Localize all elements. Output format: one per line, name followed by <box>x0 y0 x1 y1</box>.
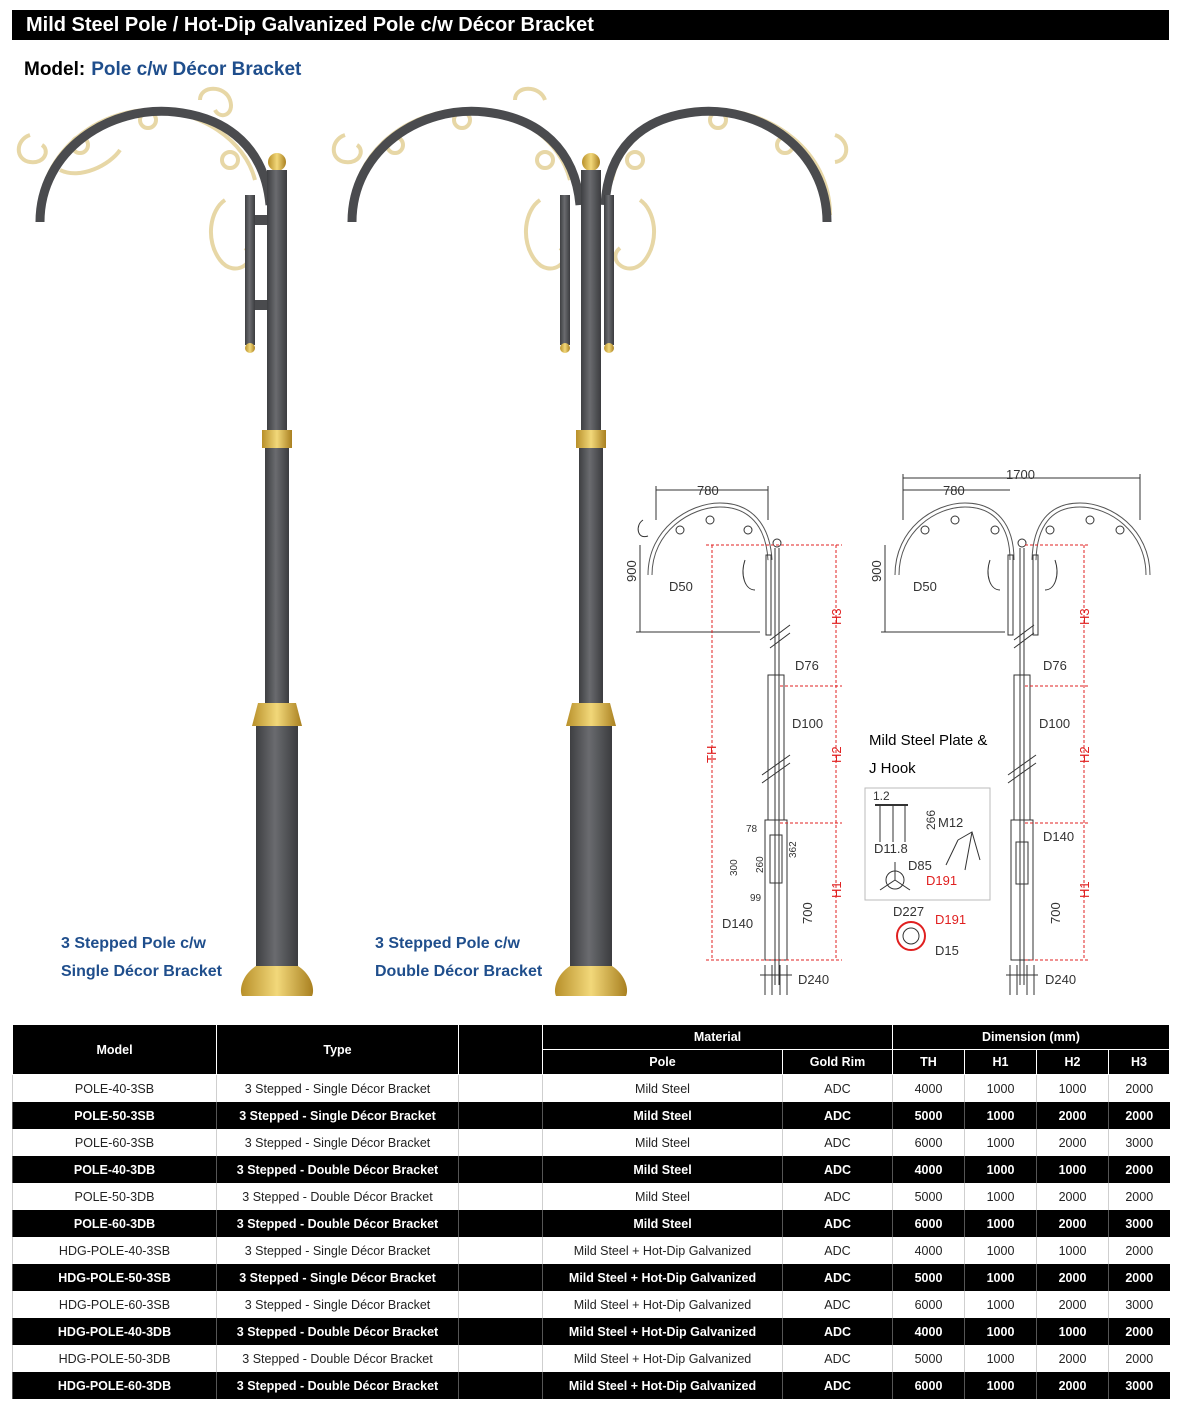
cell-th: 4000 <box>893 1237 965 1264</box>
cell-h1: 1000 <box>965 1183 1037 1210</box>
col-header-th: TH <box>893 1050 965 1075</box>
cell-h1: 1000 <box>965 1129 1037 1156</box>
cell-pole: Mild Steel + Hot-Dip Galvanized <box>543 1237 783 1264</box>
cell-h2: 1000 <box>1037 1075 1109 1103</box>
plate-d266-label: 266 <box>924 809 938 830</box>
col-header-type: Type <box>217 1025 459 1075</box>
cell-h3: 3000 <box>1109 1291 1170 1318</box>
cell-th: 6000 <box>893 1210 965 1237</box>
double-d76-label: D76 <box>1043 658 1067 673</box>
cell-h3: 3000 <box>1109 1129 1170 1156</box>
cell-model: POLE-50-3SB <box>13 1102 217 1129</box>
spec-table <box>12 1024 1170 1399</box>
cell-h1: 1000 <box>965 1075 1037 1103</box>
caption-double-line2: Double Décor Bracket <box>375 963 543 980</box>
col-header-model: Model <box>13 1025 217 1075</box>
single-drawing <box>636 486 792 995</box>
cell-rim: ADC <box>783 1291 893 1318</box>
cell-model: POLE-40-3DB <box>13 1156 217 1183</box>
cell-pole: Mild Steel + Hot-Dip Galvanized <box>543 1318 783 1345</box>
single-dim260: 260 <box>755 856 766 873</box>
table-row <box>13 1372 1170 1399</box>
col-header-h2: H2 <box>1037 1050 1109 1075</box>
cell-th: 4000 <box>893 1156 965 1183</box>
cell-model: HDG-POLE-60-3DB <box>13 1372 217 1399</box>
cell-h1: 1000 <box>965 1372 1037 1399</box>
double-d50-label: D50 <box>913 579 937 594</box>
cell-pole: Mild Steel + Hot-Dip Galvanized <box>543 1345 783 1372</box>
cell-h1: 1000 <box>965 1237 1037 1264</box>
table-row <box>13 1210 1170 1237</box>
col-header-spacer <box>459 1025 543 1075</box>
cell-h2: 2000 <box>1037 1210 1109 1237</box>
cell-th: 5000 <box>893 1345 965 1372</box>
cell-type: 3 Stepped - Single Décor Bracket <box>217 1075 459 1103</box>
product-illustration <box>0 80 640 1010</box>
plate-title-line1: Mild Steel Plate & <box>869 732 988 749</box>
cell-pole: Mild Steel + Hot-Dip Galvanized <box>543 1291 783 1318</box>
cell-rim: ADC <box>783 1156 893 1183</box>
cell-h3: 2000 <box>1109 1102 1170 1129</box>
cell-spacer <box>459 1156 543 1183</box>
double-dim700: 700 <box>1048 902 1063 924</box>
cell-rim: ADC <box>783 1345 893 1372</box>
cell-type: 3 Stepped - Double Décor Bracket <box>217 1318 459 1345</box>
single-th-label: TH <box>704 745 719 763</box>
cell-type: 3 Stepped - Single Décor Bracket <box>217 1264 459 1291</box>
cell-model: HDG-POLE-50-3SB <box>13 1264 217 1291</box>
cell-h1: 1000 <box>965 1345 1037 1372</box>
cell-th: 5000 <box>893 1264 965 1291</box>
cell-spacer <box>459 1237 543 1264</box>
table-row <box>13 1075 1170 1103</box>
cell-spacer <box>459 1129 543 1156</box>
cell-th: 5000 <box>893 1102 965 1129</box>
col-header-h1: H1 <box>965 1050 1037 1075</box>
cell-rim: ADC <box>783 1183 893 1210</box>
plate-m12-label: M12 <box>938 815 964 830</box>
cell-h2: 1000 <box>1037 1237 1109 1264</box>
single-dim300: 300 <box>729 859 740 876</box>
cell-h3: 2000 <box>1109 1156 1170 1183</box>
cell-pole: Mild Steel <box>543 1210 783 1237</box>
cell-spacer <box>459 1291 543 1318</box>
cell-spacer <box>459 1264 543 1291</box>
plate-d85-label: D85 <box>908 858 932 873</box>
cell-spacer <box>459 1075 543 1103</box>
cell-rim: ADC <box>783 1264 893 1291</box>
cell-rim: ADC <box>783 1075 893 1103</box>
cell-th: 4000 <box>893 1318 965 1345</box>
table-row <box>13 1129 1170 1156</box>
cell-pole: Mild Steel + Hot-Dip Galvanized <box>543 1372 783 1399</box>
table-row <box>13 1102 1170 1129</box>
cell-pole: Mild Steel + Hot-Dip Galvanized <box>543 1264 783 1291</box>
cell-h2: 2000 <box>1037 1102 1109 1129</box>
cell-h3: 2000 <box>1109 1345 1170 1372</box>
double-d140-label: D140 <box>1043 829 1075 844</box>
col-header-material: Material <box>543 1025 893 1050</box>
model-label: Model: <box>24 59 86 80</box>
cell-type: 3 Stepped - Double Décor Bracket <box>217 1183 459 1210</box>
cell-type: 3 Stepped - Single Décor Bracket <box>217 1291 459 1318</box>
cell-h2: 2000 <box>1037 1291 1109 1318</box>
cell-h3: 2000 <box>1109 1318 1170 1345</box>
cell-model: HDG-POLE-60-3SB <box>13 1291 217 1318</box>
double-h3-label: H3 <box>1077 608 1092 625</box>
cell-h2: 2000 <box>1037 1345 1109 1372</box>
plate-d15-label: D15 <box>935 943 959 958</box>
single-height-label: 900 <box>624 560 639 582</box>
single-d50-label: D50 <box>669 579 693 594</box>
cell-h2: 2000 <box>1037 1264 1109 1291</box>
single-bracket-pole <box>19 89 313 996</box>
cell-rim: ADC <box>783 1372 893 1399</box>
cell-spacer <box>459 1318 543 1345</box>
caption-single-line1: 3 Stepped Pole c/w <box>61 935 206 952</box>
cell-model: HDG-POLE-40-3DB <box>13 1318 217 1345</box>
cell-model: POLE-60-3SB <box>13 1129 217 1156</box>
cell-h3: 2000 <box>1109 1075 1170 1103</box>
double-h1-label: H1 <box>1077 881 1092 898</box>
plate-d12-label: 1.2 <box>873 789 890 803</box>
plate-d227-label: D227 <box>893 904 925 919</box>
cell-spacer <box>459 1210 543 1237</box>
caption-double <box>375 930 542 986</box>
cell-h3: 2000 <box>1109 1264 1170 1291</box>
cell-pole: Mild Steel <box>543 1183 783 1210</box>
single-dimensions-red <box>706 545 842 960</box>
double-d100-label: D100 <box>1039 716 1071 731</box>
table-row <box>13 1264 1170 1291</box>
cell-type: 3 Stepped - Double Décor Bracket <box>217 1156 459 1183</box>
cell-h1: 1000 <box>965 1264 1037 1291</box>
col-header-dimension: Dimension (mm) <box>893 1025 1170 1050</box>
model-value: Pole c/w Décor Bracket <box>91 59 302 80</box>
cell-type: 3 Stepped - Double Décor Bracket <box>217 1372 459 1399</box>
cell-h1: 1000 <box>965 1291 1037 1318</box>
single-h2-label: H2 <box>829 746 844 763</box>
cell-pole: Mild Steel <box>543 1129 783 1156</box>
cell-th: 6000 <box>893 1129 965 1156</box>
single-dim362: 362 <box>788 841 799 858</box>
caption-single-line2: Single Décor Bracket <box>61 963 222 980</box>
plate-title <box>869 727 987 783</box>
cell-h3: 3000 <box>1109 1210 1170 1237</box>
cell-h1: 1000 <box>965 1102 1037 1129</box>
single-d100-label: D100 <box>792 716 824 731</box>
single-d240-label: D240 <box>798 972 830 987</box>
table-row <box>13 1156 1170 1183</box>
cell-spacer <box>459 1102 543 1129</box>
cell-h2: 2000 <box>1037 1183 1109 1210</box>
cell-h3: 2000 <box>1109 1183 1170 1210</box>
double-total-width-label: 1700 <box>1006 467 1035 482</box>
cell-spacer <box>459 1372 543 1399</box>
double-width-label: 780 <box>943 483 965 498</box>
cell-pole: Mild Steel <box>543 1102 783 1129</box>
single-d140-label: D140 <box>722 916 754 931</box>
cell-rim: ADC <box>783 1210 893 1237</box>
cell-rim: ADC <box>783 1237 893 1264</box>
table-row <box>13 1345 1170 1372</box>
cell-rim: ADC <box>783 1129 893 1156</box>
single-dim78: 78 <box>746 824 758 835</box>
cell-model: POLE-50-3DB <box>13 1183 217 1210</box>
cell-h1: 1000 <box>965 1318 1037 1345</box>
cell-model: POLE-60-3DB <box>13 1210 217 1237</box>
cell-h1: 1000 <box>965 1210 1037 1237</box>
cell-type: 3 Stepped - Double Décor Bracket <box>217 1210 459 1237</box>
cell-pole: Mild Steel <box>543 1156 783 1183</box>
cell-pole: Mild Steel <box>543 1075 783 1103</box>
double-height-label: 900 <box>869 560 884 582</box>
cell-th: 5000 <box>893 1183 965 1210</box>
cell-h2: 2000 <box>1037 1129 1109 1156</box>
cell-th: 6000 <box>893 1291 965 1318</box>
single-dim99: 99 <box>750 893 762 904</box>
single-dim700: 700 <box>800 902 815 924</box>
single-width-label: 780 <box>697 483 719 498</box>
cell-type: 3 Stepped - Single Décor Bracket <box>217 1237 459 1264</box>
cell-th: 4000 <box>893 1075 965 1103</box>
cell-type: 3 Stepped - Double Décor Bracket <box>217 1345 459 1372</box>
cell-model: POLE-40-3SB <box>13 1075 217 1103</box>
cell-model: HDG-POLE-50-3DB <box>13 1345 217 1372</box>
model-line <box>24 59 301 81</box>
table-row <box>13 1237 1170 1264</box>
cell-th: 6000 <box>893 1372 965 1399</box>
cell-type: 3 Stepped - Single Décor Bracket <box>217 1129 459 1156</box>
plate-d118-label: D11.8 <box>874 841 908 856</box>
cell-h1: 1000 <box>965 1156 1037 1183</box>
cell-rim: ADC <box>783 1102 893 1129</box>
cell-spacer <box>459 1345 543 1372</box>
caption-double-line1: 3 Stepped Pole c/w <box>375 935 520 952</box>
plate-title-line2: J Hook <box>869 760 916 777</box>
page-title: Mild Steel Pole / Hot-Dip Galvanized Pole c/w Décor Bracket <box>12 10 1169 40</box>
cell-h3: 2000 <box>1109 1237 1170 1264</box>
caption-single <box>61 930 222 986</box>
cell-h2: 2000 <box>1037 1372 1109 1399</box>
plate-d191b-label: D191 <box>935 912 967 927</box>
cell-model: HDG-POLE-40-3SB <box>13 1237 217 1264</box>
double-h2-label: H2 <box>1077 746 1092 763</box>
plate-d191-label: D191 <box>926 873 958 888</box>
cell-spacer <box>459 1183 543 1210</box>
double-d240-label: D240 <box>1045 972 1077 987</box>
cell-type: 3 Stepped - Single Décor Bracket <box>217 1102 459 1129</box>
cell-h2: 1000 <box>1037 1156 1109 1183</box>
cell-h3: 3000 <box>1109 1372 1170 1399</box>
single-h1-label: H1 <box>829 881 844 898</box>
single-h3-label: H3 <box>829 608 844 625</box>
cell-h2: 1000 <box>1037 1318 1109 1345</box>
col-header-gold-rim: Gold Rim <box>783 1050 893 1075</box>
col-header-h3: H3 <box>1109 1050 1170 1075</box>
cell-rim: ADC <box>783 1318 893 1345</box>
table-row <box>13 1183 1170 1210</box>
table-row <box>13 1318 1170 1345</box>
table-row <box>13 1291 1170 1318</box>
single-d76-label: D76 <box>795 658 819 673</box>
col-header-pole: Pole <box>543 1050 783 1075</box>
